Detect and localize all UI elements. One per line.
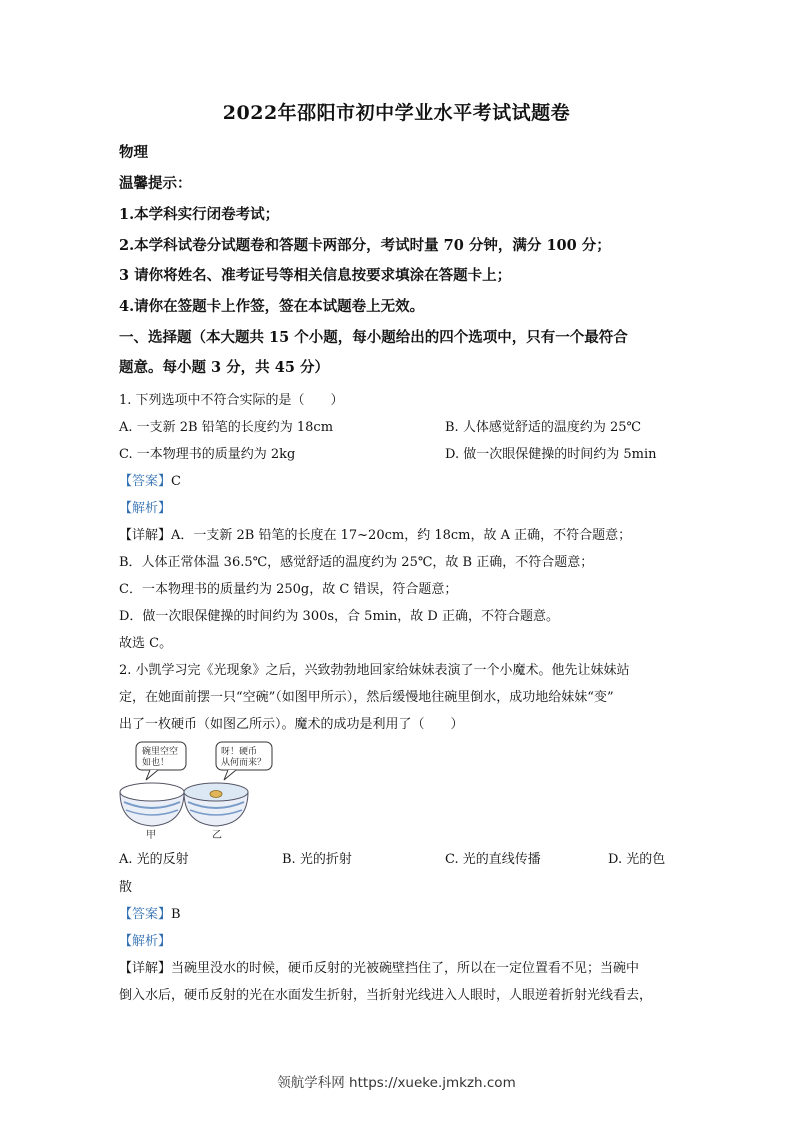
answer-label: 【答案】 [119,474,172,489]
bowl-empty [120,783,184,826]
section-heading: 题意。每小题 3 分，共 45 分） [119,359,329,376]
detail-line: B．人体正常体温 36.5℃，感觉舒适的温度约为 25℃，故 B 正确，不符合题意； [119,555,594,570]
option-b: B. 光的折射 [282,852,352,867]
coin-icon [210,791,222,798]
question-stem: 出了一枚硬币（如图乙所示）。魔术的成功是利用了（ ） [119,717,464,732]
detail-line: 故选 C。 [119,636,173,651]
detail-line: 倒入水后，硬币反射的光在水面发生折射，当折射光线进入人眼时，人眼逆着折射光线看去， [119,988,653,1003]
tip-line: 1.本学科实行闭卷考试； [119,206,280,223]
detail-line: C．一本物理书的质量约为 250g，故 C 错误，符合题意； [119,582,458,597]
tip-line: 4.请你在签题卡上作签，签在本试题卷上无效。 [119,298,425,315]
answer-line [119,903,181,922]
subject-label: 物理 [119,144,148,161]
option-c: C. 光的直线传播 [445,852,541,867]
detail-line: 【详解】A．一支新 2B 铅笔的长度在 17~20cm，约 18cm，故 A 正确，不符合题意； [119,528,632,543]
analysis-label: 【解析】 [119,501,172,516]
bubble-tail-1 [146,770,158,780]
bubble-text: 如也！ [142,758,170,768]
question-stem: 1. 下列选项中不符合实际的是（ ） [119,393,344,408]
option-d: D. 做一次眼保健操的时间约为 5min [445,447,657,462]
option-a: A. 光的反射 [119,852,189,867]
page-title: 2022年邵阳市初中学业水平考试试题卷 [222,102,571,124]
answer-line [119,470,181,489]
bubble-tail-2 [224,770,236,780]
answer-value: B [171,907,181,922]
section-heading: 一、选择题（本大题共 15 个小题，每小题给出的四个选项中，只有一个最符合 [119,329,628,346]
bowl-figure [116,740,286,840]
detail-line: 【详解】当碗里没水的时候，硬币反射的光被碗壁挡住了，所以在一定位置看不见；当碗中 [119,961,640,976]
question-stem: 2. 小凯学习完《光现象》之后，兴致勃勃地回家给妹妹表演了一个小魔术。他先让妹妹站 [119,663,630,678]
page-footer: 领航学科网 https://xueke.jmkzh.com [277,1075,516,1091]
figure-label-yi: 乙 [212,830,222,840]
question-stem: 定，在她面前摆一只“空碗”（如图甲所示），然后缓慢地往碗里倒水，成功地给妹妹“变” [119,690,614,705]
tip-line: 3 请你将姓名、准考证号等相关信息按要求填涂在答题卡上； [119,267,512,284]
answer-label: 【答案】 [119,907,172,922]
option-wrap: 散 [119,880,133,895]
detail-line: D．做一次眼保健操的时间约为 300s，合 5min，故 D 正确，不符合题意。 [119,609,559,624]
tips-heading: 温馨提示： [119,175,192,192]
bubble-text: 碗里空空 [142,747,179,757]
analysis-label: 【解析】 [119,934,172,949]
bubble-text: 从何而来？ [221,758,267,768]
option-d: D. 光的色 [608,852,666,867]
figure-label-jia: 甲 [146,830,156,840]
answer-value: C [171,474,181,489]
option-c: C. 一本物理书的质量约为 2kg [119,447,296,462]
bowl-with-coin [184,783,248,826]
tip-line: 2.本学科试卷分试题卷和答题卡两部分，考试时量 70 分钟，满分 100 分； [119,237,611,254]
option-a: A. 一支新 2B 铅笔的长度约为 18cm [119,420,334,435]
bubble-text: 呀！硬币 [221,747,258,757]
option-b: B. 人体感觉舒适的温度约为 25℃ [445,420,642,435]
